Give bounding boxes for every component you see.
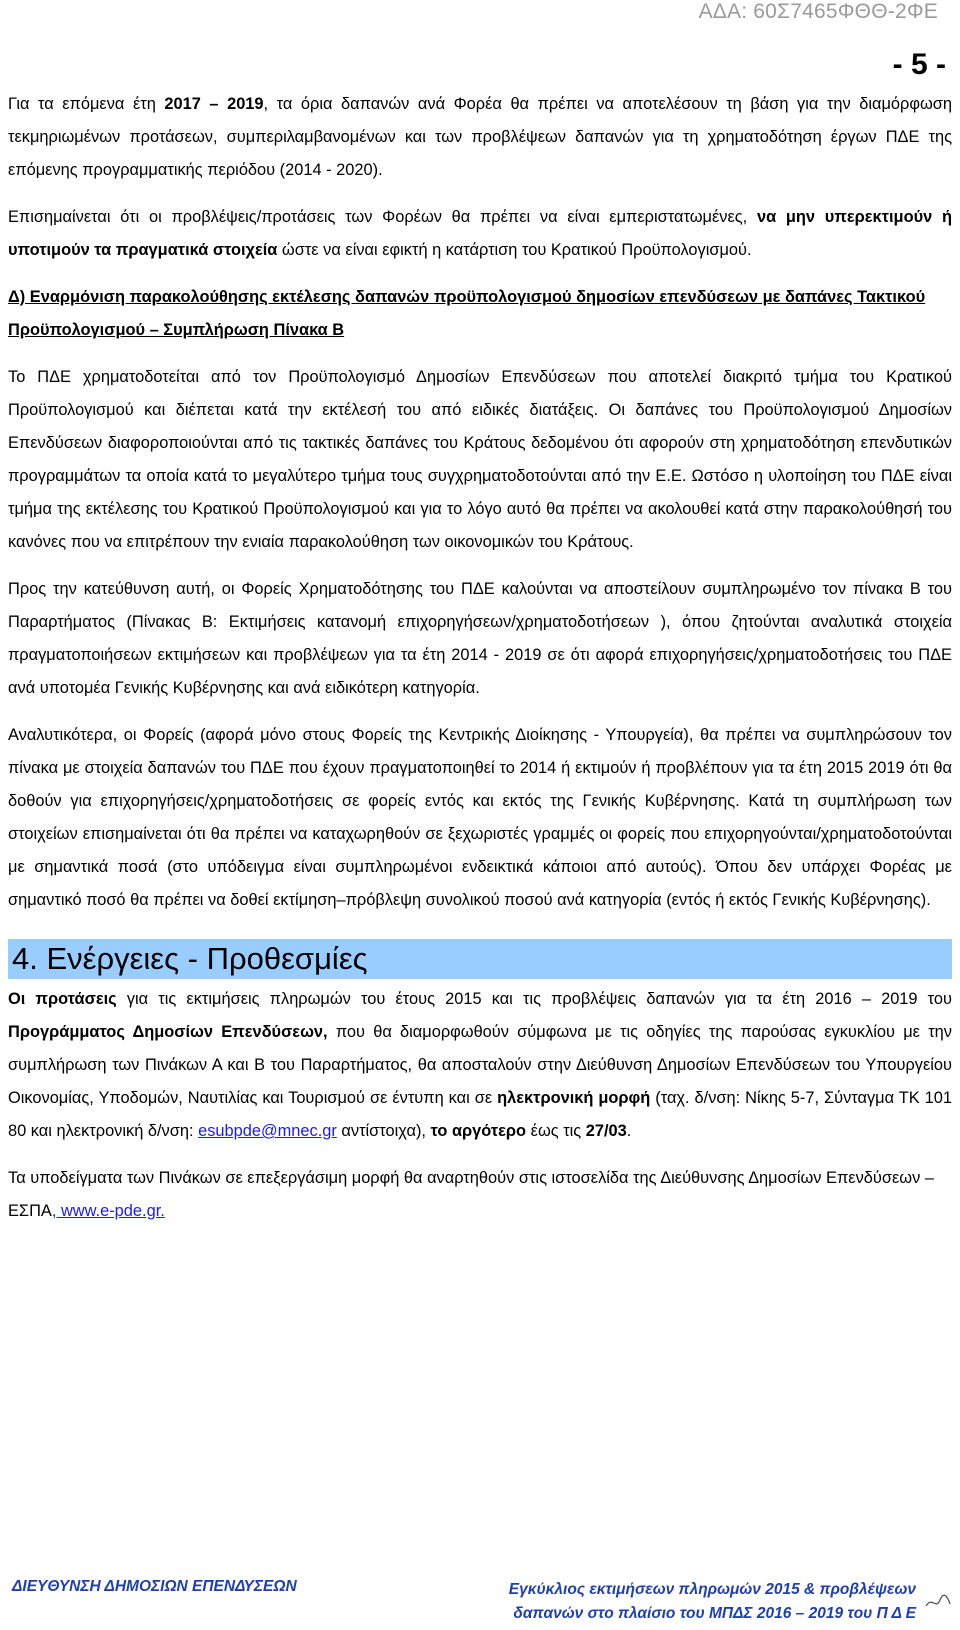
- footer-circular-title: [509, 1578, 916, 1626]
- footer-department: ΔΙΕΥΘΥΝΣΗ ΔΗΜΟΣΙΩΝ ΕΠΕΝΔΥΣΕΩΝ: [12, 1578, 297, 1595]
- section-title-4: 4. Ενέργειες - Προθεσμίες: [8, 939, 952, 979]
- page-number: - 5 -: [892, 48, 946, 81]
- paragraph-templates: Τα υποδείγματα των Πινάκων σε επεξεργάσιμη μορφή θα αναρτηθούν στις ιστοσελίδα της Διεύθυνσης Δημοσίων Επενδύσεων – ΕΣΠΑ, www.e-pde.gr.: [8, 1169, 934, 1220]
- footer-line-1: Εγκύκλιος εκτιμήσεων πληρωμών 2015 & προβλέψεων: [508, 1581, 916, 1598]
- email-link[interactable]: esubpde@mnec.gr: [198, 1122, 337, 1140]
- paragraph-limits: Για τα επόμενα έτη 2017 – 2019, τα όρια δαπανών ανά Φορέα θα πρέπει να αποτελέσουν τη βάση για την διαμόρφωση τεκμηριωμένων προτάσεων, συμπεριλαμβανομένων και των προβλέψεων δαπανών για τη χρηματοδότηση έργων ΠΔΕ της επόμενης προγραμματικής περιόδου (2014 - 2020).: [8, 95, 952, 179]
- website-link[interactable]: , www.e-pde.gr.: [51, 1202, 165, 1220]
- footer-line-2: δαπανών στο πλαίσιο του ΜΠΔΣ 2016 – 2019 του Π Δ Ε: [513, 1605, 916, 1622]
- signature-mark-icon: [924, 1592, 952, 1612]
- paragraph-forecasts: Επισημαίνεται ότι οι προβλέψεις/προτάσεις των Φορέων θα πρέπει να είναι εμπεριστατωμένες, να μην υπερεκτιμούν ή υποτιμούν τα πραγματικά στοιχεία ώστε να είναι εφικτή η κατάρτιση του Κρατικού Προϋπολογισμού.: [8, 208, 952, 259]
- section-heading-d: Δ) Εναρμόνιση παρακολούθησης εκτέλεσης δαπανών προϋπολογισμού δημοσίων επενδύσεων με δαπάνες Τακτικού Προϋπολογισμού – Συμπλήρωση Πίνακα Β: [8, 288, 926, 339]
- paragraph-details: Αναλυτικότερα, οι Φορείς (αφορά μόνο στους Φορείς της Κεντρικής Διοίκησης - Υπουργεία), θα πρέπει να συμπληρώσουν τον πίνακα με στοιχεία δαπανών του ΠΔΕ που έχουν πραγματοποιηθεί το 2014 ή εκτιμούν ή προβλέπουν για τα έτη 2015 2019 ότι θα δοθούν για επιχορηγήσεις/χρηματοδοτήσεις σε φορείς εντός και εκτός της Γενικής Κυβέρνησης. Κατά τη συμπλήρωση των στοιχείων επισημαίνεται ότι θα πρέπει να καταχωρηθούν σε ξεχωριστές γραμμές οι φορείς που επιχορηγούνται/χρηματοδοτούνται με σημαντικά ποσά (στο υπόδειγμα είναι συμπληρωμένοι ενδεικτικά κάποιοι από αυτούς). Όπου δεν υπάρχει Φορέας με σημαντικό ποσό θα πρέπει να δοθεί εκτίμηση–πρόβλεψη συνολικού ποσού ανά κατηγορία (εντός ή εκτός Γενικής Κυβέρνησης).: [8, 726, 952, 909]
- paragraph-table-b: Προς την κατεύθυνση αυτή, οι Φορείς Χρηματοδότησης του ΠΔΕ καλούνται να αποστείλουν συμπληρωμένο τον πίνακα Β του Παραρτήματος (Πίνακας Β: Εκτιμήσεις κατανομή επιχορηγήσεων/χρηματοδοτήσεων ), όπου ζητούνται αναλυτικά στοιχεία πραγματοποιήσεων εκτιμήσεων και προβλέψεων για τα έτη 2014 - 2019 σε ότι αφορά επιχορηγήσεις/χρηματοδοτήσεις του ΠΔΕ ανά υποτομέα Γενικής Κυβέρνησης και ανά ειδικότερη κατηγορία.: [8, 580, 952, 697]
- paragraph-deadlines: Οι προτάσεις για τις εκτιμήσεις πληρωμών του έτους 2015 και τις προβλέψεις δαπανών για τα έτη 2016 – 2019 του Προγράμματος Δημοσίων Επενδύσεων, που θα διαμορφωθούν σύμφωνα με τις οδηγίες της παρούσας εγκυκλίου με την συμπλήρωση των Πινάκων Α και Β του Παραρτήματος, θα αποσταλούν στην Διεύθυνση Δημοσίων Επενδύσεων του Υπουργείου Οικονομίας, Υποδομών, Ναυτιλίας και Τουρισμού σε έντυπη και σε ηλεκτρονική μορφή (ταχ. δ/νση: Νίκης 5-7, Σύνταγμα ΤΚ 101 80 και ηλεκτρονική δ/νση: esubpde@mnec.gr αντίστοιχα), το αργότερο έως τις 27/03.: [8, 990, 952, 1140]
- paragraph-pde-funding: Το ΠΔΕ χρηματοδοτείται από τον Προϋπολογισμό Δημοσίων Επενδύσεων που αποτελεί διακριτό τμήμα του Κρατικού Προϋπολογισμού και διέπεται κατά την εκτέλεσή του από ειδικές διατάξεις. Οι δαπάνες του Προϋπολογισμού Δημοσίων Επενδύσεων διαφοροποιούνται από τις τακτικές δαπάνες του Κράτους δεδομένου ότι αφορούν στη χρηματοδότηση επενδυτικών προγραμμάτων τα οποία κατά το μεγαλύτερο τμήμα τους συγχρηματοδοτούνται από την Ε.Ε. Ωστόσο η υλοποίηση του ΠΔΕ είναι τμήμα της εκτέλεσης του Κρατικού Προϋπολογισμού και για το λόγο αυτό θα πρέπει να ακολουθεί κατά στην παρακολούθησή του κανόνες που να επιτρέπουν την ενιαία παρακολούθηση των οικονομικών του Κράτους.: [8, 368, 952, 551]
- page-footer: [0, 1578, 960, 1630]
- document-body: [8, 88, 952, 1242]
- ada-header: ΑΔΑ: 60Σ7465ΦΘΘ-2ΦΕ: [698, 0, 938, 23]
